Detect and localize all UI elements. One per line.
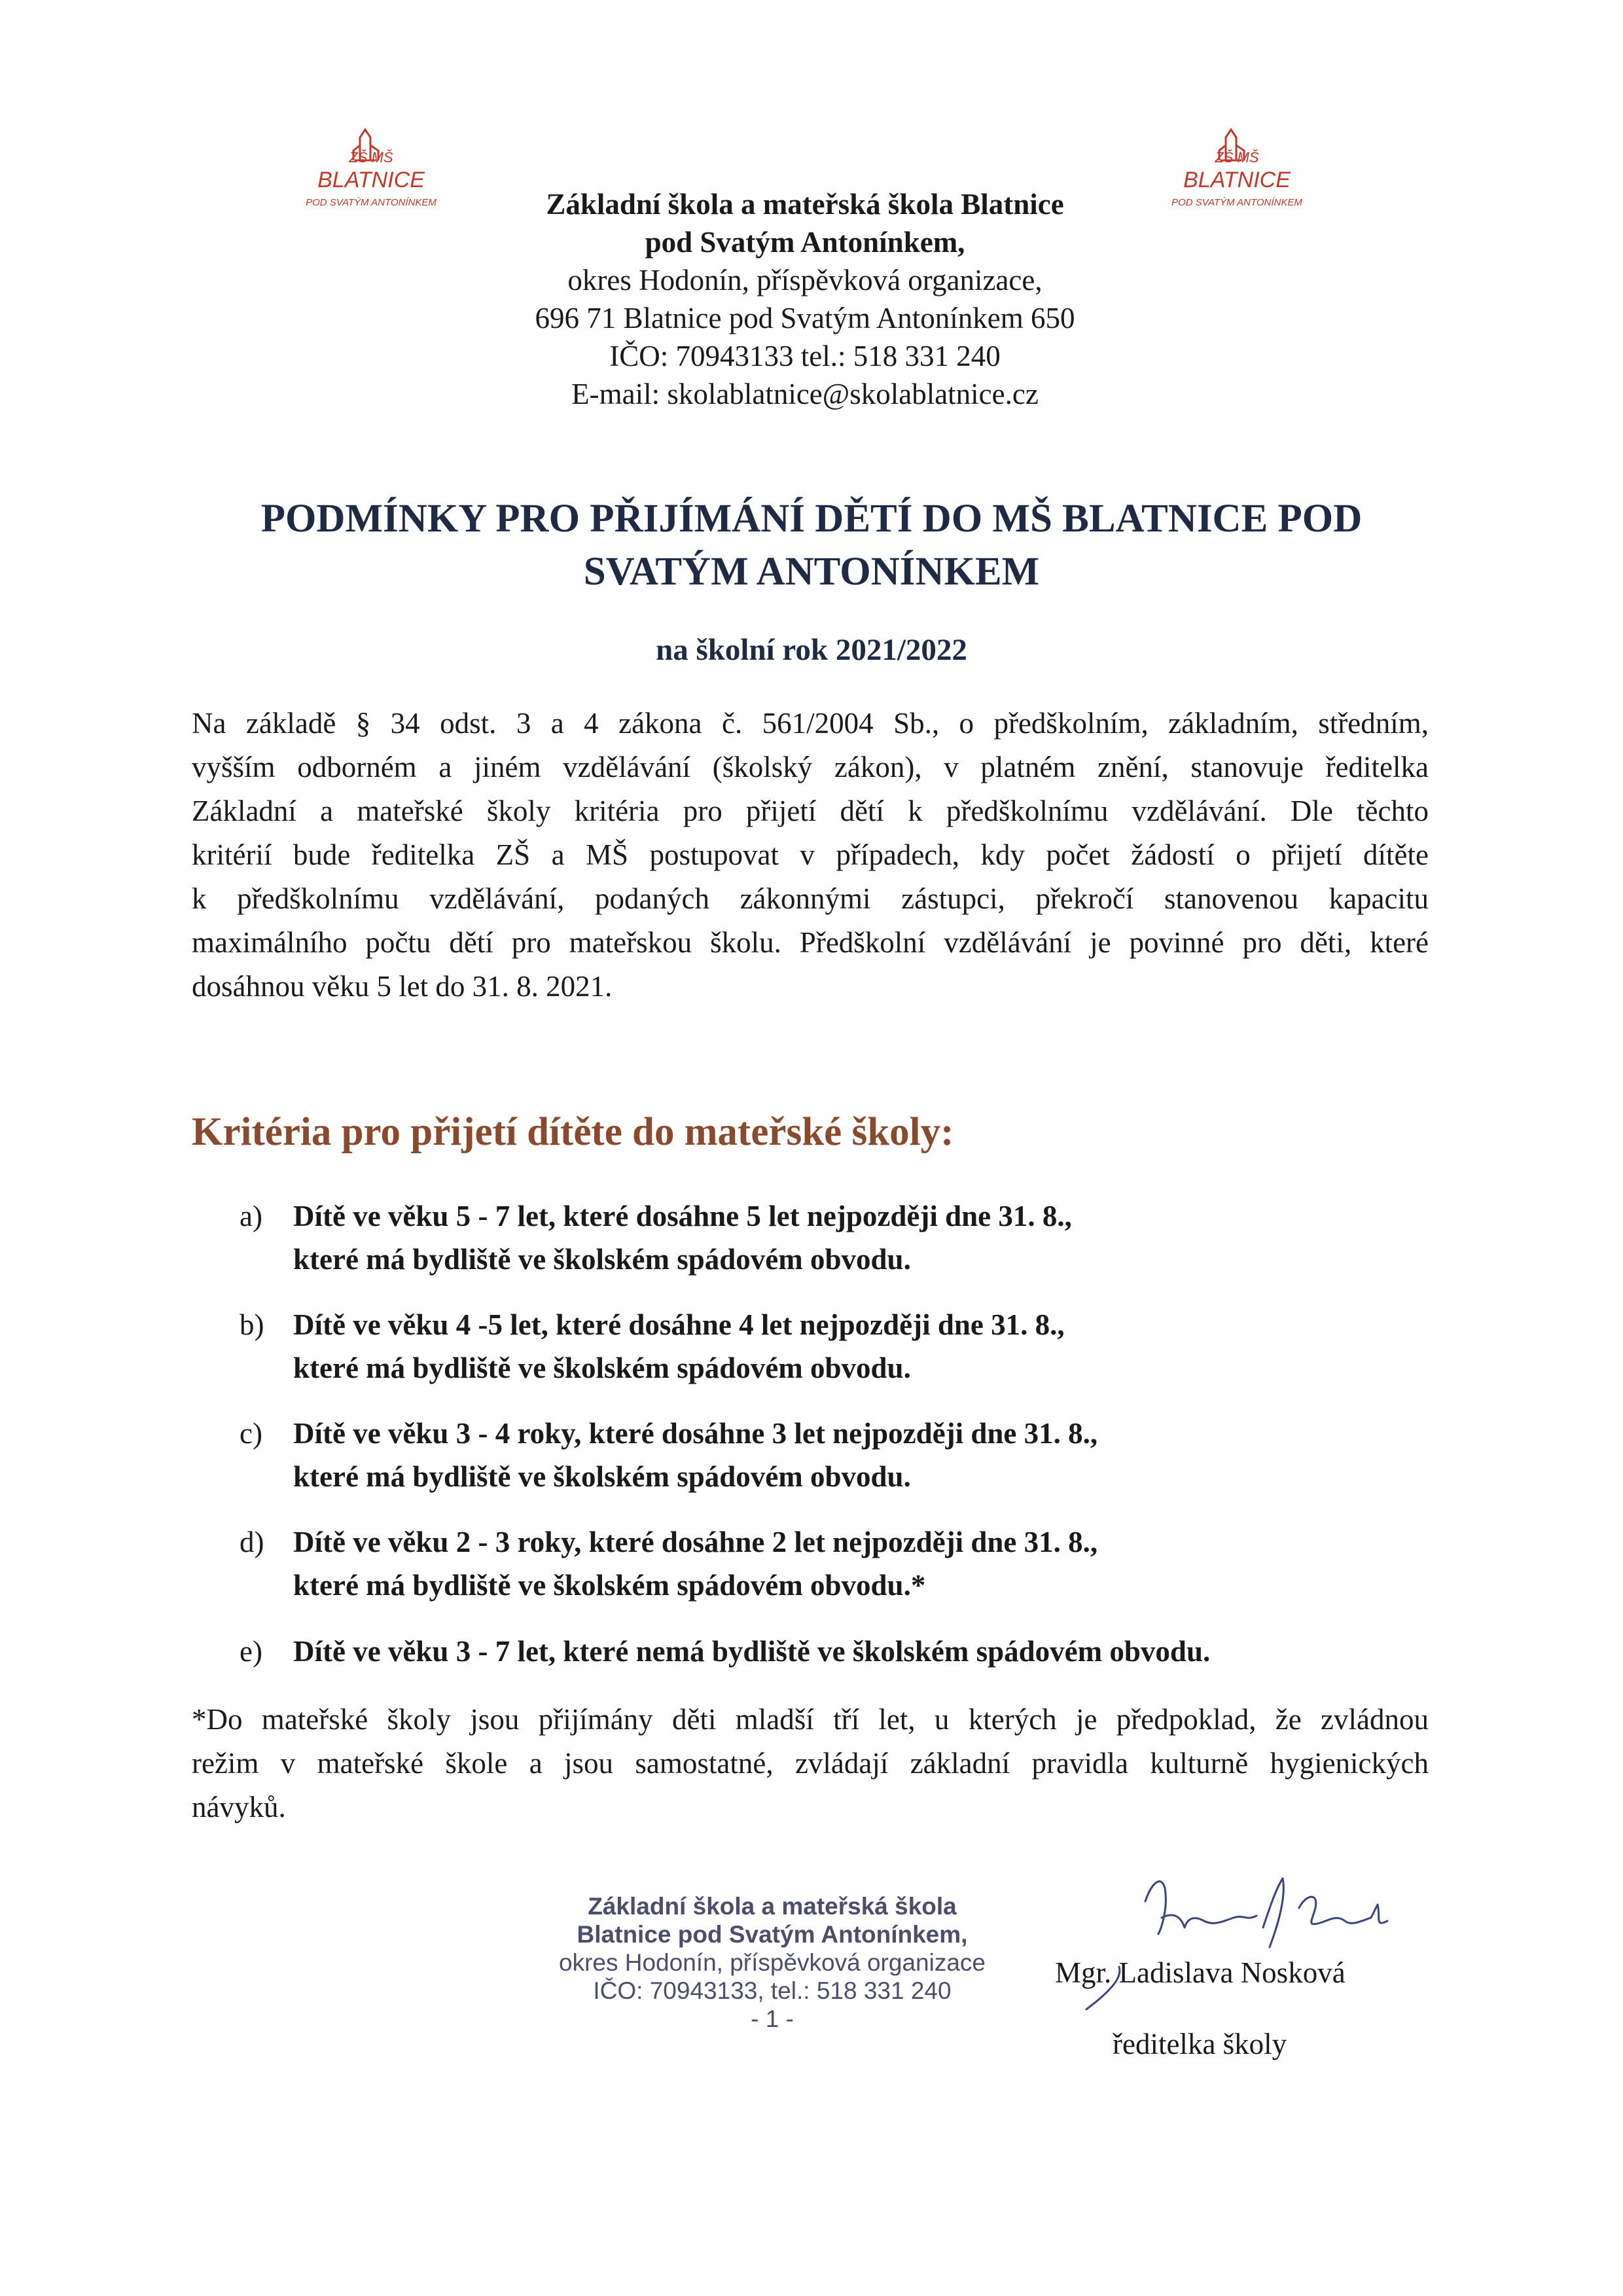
criteria-item-line1: Dítě ve věku 3 - 7 let, které nemá bydliště ve školském spádovém obvodu. <box>293 1635 1211 1668</box>
criteria-item-letter: d) <box>240 1526 264 1558</box>
criteria-item-line2: které má bydliště ve školském spádovém obvodu. <box>293 1352 911 1384</box>
intro-paragraph <box>192 702 1429 1009</box>
footnote-line: návyků. <box>192 1791 286 1823</box>
intro-line: dosáhnou věku 5 let do 31. 8. 2021. <box>192 970 613 1003</box>
letterhead-school-name-cont: pod Svatým Antonínkem, <box>645 226 965 259</box>
signer-title: ředitelka školy <box>1113 2028 1287 2060</box>
logo-blatnice: BLATNICE <box>317 168 425 192</box>
intro-line: Na základě § 34 odst. 3 a 4 zákona č. 561/2004 Sb., o předškolním, základním, středním, <box>192 707 1429 740</box>
criteria-item-line1: Dítě ve věku 5 - 7 let, které dosáhne 5 let nejpozději dne 31. 8., <box>293 1200 1072 1232</box>
intro-line: kritérií bude ředitelka ZŠ a MŠ postupovat v případech, kdy počet žádostí o přijetí dítěte <box>192 838 1429 871</box>
criteria-item-line1: Dítě ve věku 2 - 3 roky, které dosáhne 2 let nejpozději dne 31. 8., <box>293 1526 1098 1558</box>
stamp-line: okres Hodonín, příspěvková organizace <box>559 1949 986 1976</box>
letterhead-school-name: Základní škola a mateřská škola Blatnice <box>546 188 1064 221</box>
footnote <box>192 1698 1429 1829</box>
criteria-item-line1: Dítě ve věku 3 - 4 roky, které dosáhne 3 let nejpozději dne 31. 8., <box>293 1417 1098 1450</box>
criteria-item-line2: které má bydliště ve školském spádovém obvodu. <box>293 1460 911 1493</box>
criteria-heading: Kritéria pro přijetí dítěte do mateřské školy: <box>192 1110 954 1154</box>
criteria-item-text <box>293 1630 1452 1673</box>
stamp-line: Blatnice pod Svatým Antonínkem, <box>577 1921 968 1948</box>
intro-line: Základní a mateřské školy kritéria pro přijetí dětí k předškolnímu vzdělávání. Dle těchto <box>192 795 1429 827</box>
logo-pod-svatym: POD SVATÝM ANTONÍNKEM <box>306 197 437 208</box>
criteria-item-letter: a) <box>240 1200 262 1232</box>
criteria-item-letter: e) <box>240 1635 262 1668</box>
document-subtitle: na školní rok 2021/2022 <box>656 633 967 667</box>
intro-line: k předškolnímu vzdělávání, podaných zákonnými zástupci, překročí stanovenou kapacitu <box>192 882 1429 915</box>
criteria-item-line2: které má bydliště ve školském spádovém obvodu. <box>293 1243 911 1276</box>
intro-line: maximálního počtu dětí pro mateřskou školu. Předškolní vzdělávání je povinné pro děti, které <box>192 926 1429 959</box>
footnote-line: režim v mateřské škole a jsou samostatné, zvládají základní pravidla kulturně hygienických <box>192 1747 1429 1780</box>
criteria-item-letter: b) <box>240 1308 264 1341</box>
criteria-item-text <box>293 1194 1452 1281</box>
criteria-item-letter: c) <box>240 1417 262 1450</box>
school-stamp <box>524 1892 1021 2033</box>
footnote-line: *Do mateřské školy jsou přijímány děti mladší tří let, u kterých je předpoklad, že zvládnou <box>192 1703 1429 1736</box>
logo-blatnice: BLATNICE <box>1183 168 1291 192</box>
document-title <box>157 492 1466 598</box>
page-number: - 1 - <box>751 2005 794 2032</box>
stamp-line: IČO: 70943133, tel.: 518 331 240 <box>593 1977 952 2004</box>
logo-zs-ms: ZŠ MŠ <box>1215 149 1259 166</box>
stamp-line: Základní škola a mateřská škola <box>588 1893 957 1920</box>
letterhead-email: E-mail: skolablatnice@skolablatnice.cz <box>571 378 1039 410</box>
intro-line: vyšším odborném a jiném vzdělávání (školský zákon), v platném znění, stanovuje ředitelka <box>192 751 1429 783</box>
criteria-item-line1: Dítě ve věku 4 -5 let, které dosáhne 4 let nejpozději dne 31. 8., <box>293 1308 1065 1341</box>
signature-graphic <box>1047 1856 1453 2019</box>
signer-name: Mgr. Ladislava Nosková <box>1055 1956 1346 1989</box>
letterhead-district: okres Hodonín, příspěvková organizace, <box>567 264 1043 296</box>
criteria-item-text <box>293 1520 1452 1607</box>
handwritten-signature <box>1047 1856 1453 2019</box>
letterhead-ico-phone: IČO: 70943133 tel.: 518 331 240 <box>609 340 1001 372</box>
letterhead-address: 696 71 Blatnice pod Svatým Antonínkem 650 <box>535 302 1075 334</box>
document-title-line1: PODMÍNKY PRO PŘIJÍMÁNÍ DĚTÍ DO MŠ BLATNICE POD <box>260 497 1363 541</box>
letterhead <box>419 185 1191 413</box>
criteria-item-text <box>293 1412 1452 1498</box>
logo-zs-ms: ZŠ MŠ <box>349 149 393 166</box>
logo-pod-svatym: POD SVATÝM ANTONÍNKEM <box>1171 197 1302 208</box>
criteria-item-text <box>293 1303 1452 1390</box>
criteria-item-line2: které má bydliště ve školském spádovém obvodu.* <box>293 1569 926 1602</box>
document-title-line2: SVATÝM ANTONÍNKEM <box>583 550 1040 594</box>
